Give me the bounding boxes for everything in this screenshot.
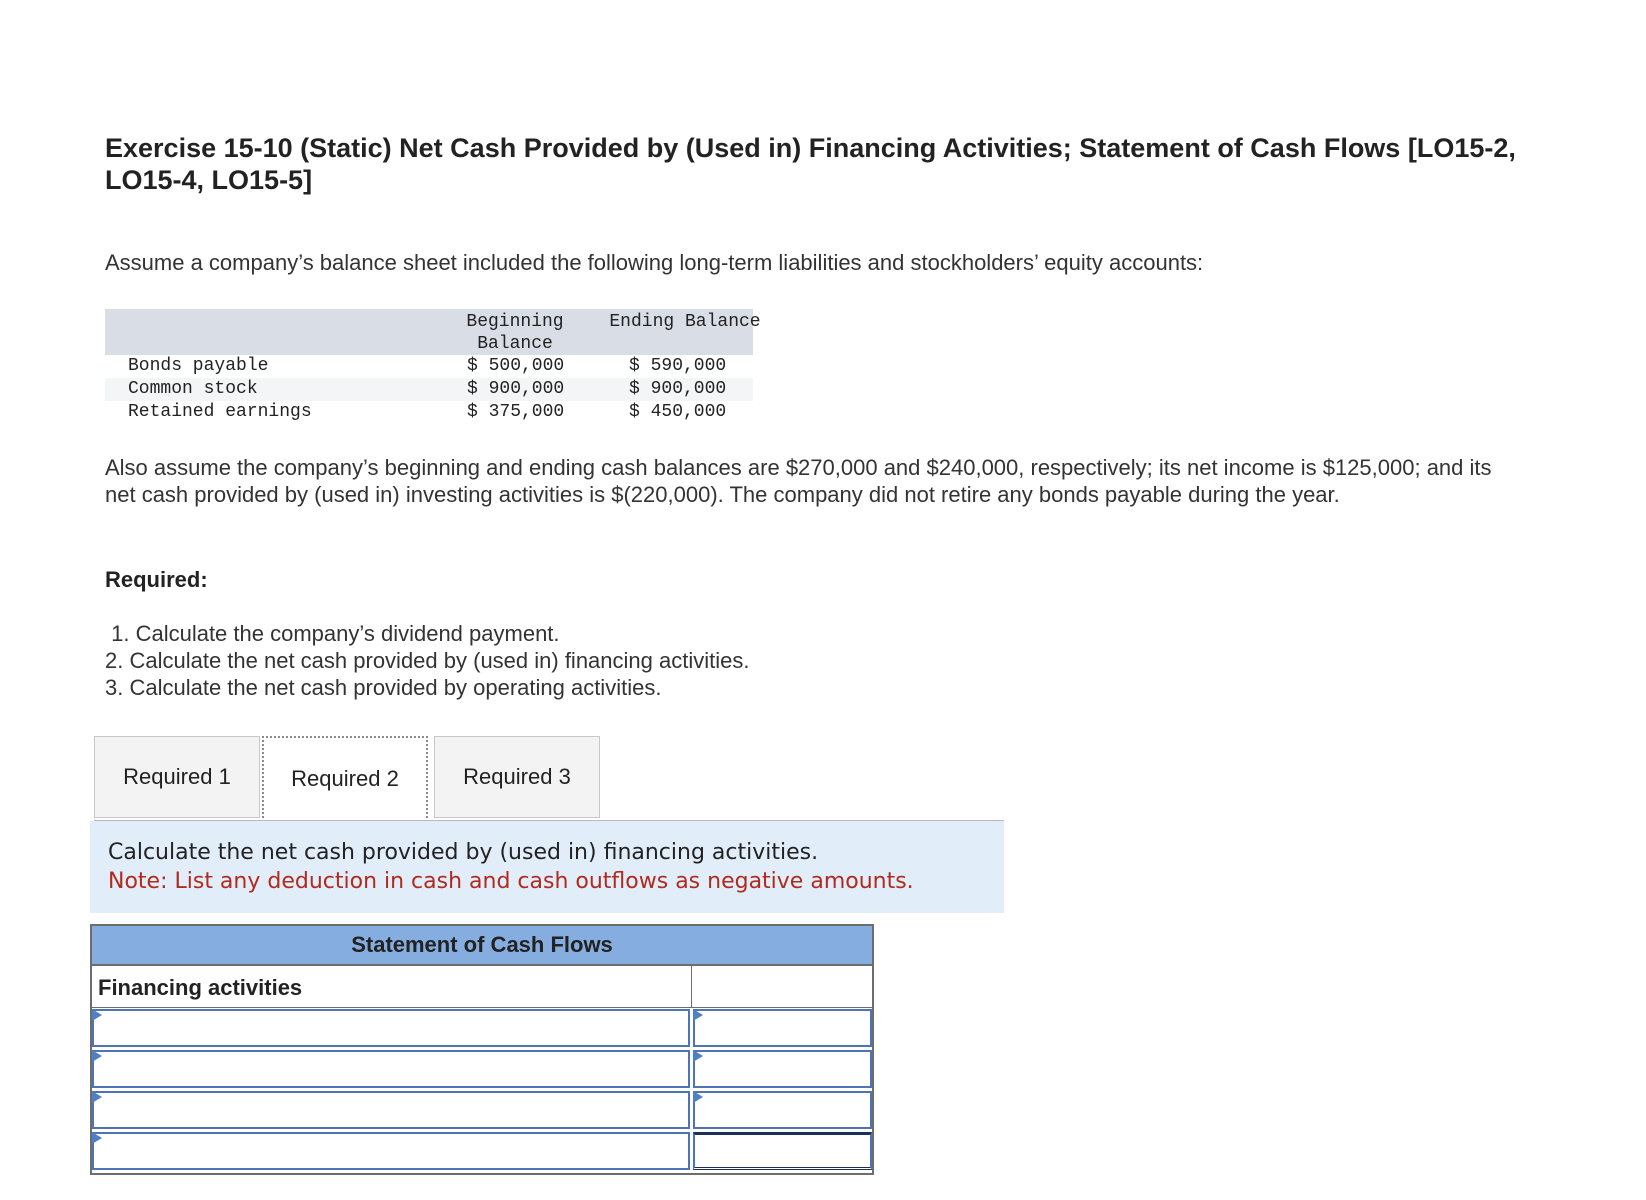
dropdown-indicator-icon [92,1132,102,1144]
dropdown-indicator-icon [693,1091,703,1103]
ending-balance-header: Ending Balance [609,312,761,332]
account-select[interactable] [92,1091,690,1129]
balance-table [105,309,761,424]
assumption-paragraph: Also assume the company’s beginning and ending cash balances are $270,000 and $240,000, respectively; its net income is $125,000; and its net cash provided by (used in) investing activities is $(220,000). The company did not retire any bonds payable during the year. [105,455,1492,507]
ending-value: $ 900,000 [629,379,727,399]
row-label: Common stock [128,379,258,399]
amount-input[interactable] [693,1009,872,1047]
instruction-note: Note: List any deduction in cash and cash outflows as negative amounts. [108,869,914,894]
required-heading: Required: [105,567,208,592]
dropdown-indicator-icon [693,1050,703,1062]
amount-input[interactable] [693,1050,872,1088]
account-select[interactable] [92,1050,690,1088]
required-item: 3. Calculate the net cash provided by operating activities. [105,675,662,700]
tab-required-1[interactable]: Required 1 [94,736,260,818]
dropdown-indicator-icon [92,1009,102,1021]
intro-text: Assume a company’s balance sheet included the following long-term liabilities and stockholders’ equity accounts: [105,250,1204,275]
total-amount-input[interactable] [693,1132,872,1170]
table-row [105,401,753,424]
amount-input[interactable] [693,1091,872,1129]
input-row [92,1008,872,1049]
input-row-total [92,1131,872,1172]
dropdown-indicator-icon [693,1009,703,1021]
column-divider [691,966,692,1007]
input-row [92,1090,872,1131]
required-item: 2. Calculate the net cash provided by (used in) financing activities. [105,648,750,673]
row-label: Retained earnings [128,402,312,422]
financing-activities-row [92,966,872,1008]
dropdown-indicator-icon [92,1091,102,1103]
input-row [92,1049,872,1090]
beginning-value: $ 375,000 [467,402,565,422]
instruction-box [90,821,1004,913]
required-list [105,620,749,701]
statement-title: Statement of Cash Flows [92,926,872,966]
tab-required-2[interactable]: Required 2 [262,736,428,822]
ending-value: $ 450,000 [629,402,727,422]
table-row [105,355,753,378]
balance-table-header [105,309,761,355]
tab-required-3[interactable]: Required 3 [434,736,600,818]
beginning-value: $ 500,000 [467,356,565,376]
account-select[interactable] [92,1132,690,1170]
account-select[interactable] [92,1009,690,1047]
financing-activities-label: Financing activities [98,975,303,1000]
beginning-value: $ 900,000 [467,379,565,399]
row-label: Bonds payable [128,356,269,376]
statement-of-cash-flows [90,924,874,1175]
instruction-text: Calculate the net cash provided by (used in) financing activities. [108,840,819,865]
dropdown-indicator-icon [92,1050,102,1062]
required-item: 1. Calculate the company’s dividend payment. [105,621,560,646]
ending-value: $ 590,000 [629,356,727,376]
beginning-balance-header: Beginning Balance [466,312,564,354]
exercise-title: Exercise 15-10 (Static) Net Cash Provided by (Used in) Financing Activities; Statement of Cash Flows [LO15-2, LO15-4, LO15-5] [105,133,1516,195]
table-row [105,378,753,401]
